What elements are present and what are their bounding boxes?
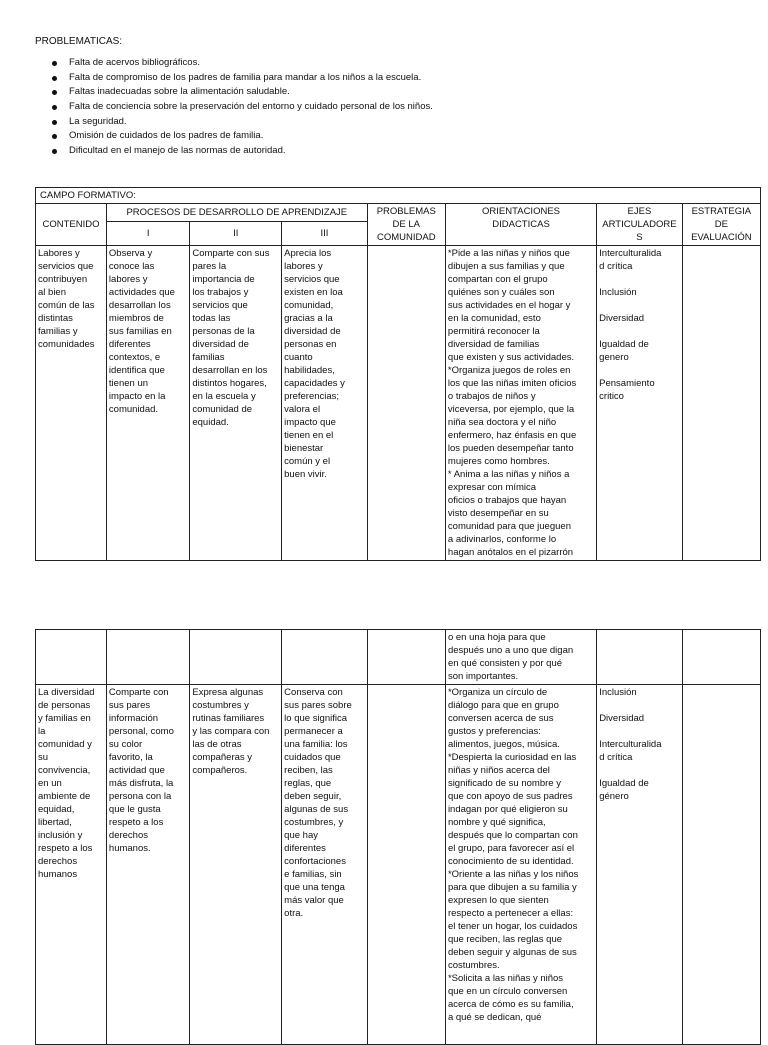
cell-estrategia (682, 246, 760, 561)
campo-formativo-label: CAMPO FORMATIVO: (36, 188, 761, 204)
cell-problemas (367, 630, 445, 685)
cell-estrategia (682, 630, 760, 685)
cell-orientaciones: *Pide a las niñas y niños que dibujen a sus familias y que compartan con el grupo quiénes son y cuáles son sus actividades en el hogar y en la comunidad, esto permitirá reconocer la diversidad de familias que existen y sus actividades. *Organiza juegos de roles en los que las niñas imiten oficios o trabajos de niños y viceversa, por ejemplo, que la niña sea doctora y el niño enfermero, haz énfasis en que los pueden desempeñar tanto mujeres como hombres. * Anima a las niñas y niños a expresar con mímica oficios o trabajos que hayan visto desempeñar en su comunidad para que jueguen a adivinarlos, conforme lo hagan anótalos en el pizarrón (445, 246, 596, 561)
cell-proceso-1 (106, 630, 189, 685)
bullet-icon (52, 120, 57, 125)
cell-proceso-2: Expresa algunas costumbres y rutinas familiares y las compara con las de otras compañeras y compañeros. (190, 685, 282, 1045)
list-item (50, 85, 433, 100)
header-proceso-3: III (282, 222, 368, 246)
cell-proceso-3 (282, 630, 368, 685)
cell-problemas (367, 685, 445, 1045)
cell-ejes: Interculturalida d crítica Inclusión Diversidad Igualdad de genero Pensamiento critico (597, 246, 683, 561)
header-procesos: PROCESOS DE DESARROLLO DE APRENDIZAJE (106, 204, 367, 222)
bullet-icon (52, 134, 57, 139)
cell-proceso-3: Aprecia los labores y servicios que existen en loa comunidad, gracias a la diversidad de personas en cuanto habilidades, capacidades y preferencias; valora el impacto que tienen en el bienestar común y el buen vivir. (282, 246, 368, 561)
bullet-icon (52, 105, 57, 110)
bullet-icon (52, 76, 57, 81)
problematicas-list (50, 56, 433, 159)
header-proceso-2: II (190, 222, 282, 246)
problematicas-heading: PROBLEMATICAS: (35, 36, 123, 47)
list-item (50, 56, 433, 71)
list-item-text: Omisión de cuidados de los padres de familia. (69, 130, 264, 142)
bullet-icon (52, 61, 57, 66)
list-item (50, 71, 433, 86)
list-item (50, 129, 433, 144)
cell-proceso-2: Comparte con sus pares la importancia de los trabajos y servicios que todas las personas de la diversidad de familias desarrollan en los distintos hogares, en la escuela y comunidad de equidad. (190, 246, 282, 561)
list-item-text: Falta de conciencia sobre la preservación del entorno y cuidado personal de los niños. (69, 101, 433, 113)
planning-table-1 (35, 187, 761, 561)
table-row (36, 685, 761, 1045)
cell-orientaciones: o en una hoja para que después uno a uno que digan en qué consisten y por qué son importantes. (445, 630, 596, 685)
bullet-icon (52, 90, 57, 95)
table-row (36, 630, 761, 685)
list-item (50, 144, 433, 159)
list-item-text: Faltas inadecuadas sobre la alimentación saludable. (69, 86, 290, 98)
bullet-icon (52, 149, 57, 154)
header-proceso-1: I (106, 222, 189, 246)
cell-proceso-3: Conserva con sus pares sobre lo que significa permanecer a una familia: los cuidados que reciben, las reglas, que deben seguir, algunas de sus costumbres, y que hay diferentes confortaciones e familias, sin que una tenga más valor que otra. (282, 685, 368, 1045)
list-item (50, 100, 433, 115)
cell-contenido (36, 630, 107, 685)
header-contenido: CONTENIDO (36, 204, 107, 246)
header-orientaciones: ORIENTACIONES DIDACTICAS (445, 204, 596, 246)
header-problemas: PROBLEMAS DE LA COMUNIDAD (367, 204, 445, 246)
list-item-text: Dificultad en el manejo de las normas de autoridad. (69, 145, 286, 157)
cell-estrategia (682, 685, 760, 1045)
cell-contenido: La diversidad de personas y familias en la comunidad y su convivencia, en un ambiente de equidad, libertad, inclusión y respeto a los derechos humanos (36, 685, 107, 1045)
list-item-text: La seguridad. (69, 115, 127, 127)
list-item-text: Falta de compromiso de los padres de familia para mandar a los niños a la escuela. (69, 71, 422, 83)
table-row (36, 246, 761, 561)
list-item-text: Falta de acervos bibliográficos. (69, 57, 200, 68)
cell-ejes (597, 630, 683, 685)
list-item (50, 115, 433, 130)
header-ejes: EJES ARTICULADORES (597, 204, 683, 246)
cell-proceso-1: Observa y conoce las labores y actividades que desarrollan los miembros de sus familias en diferentes contextos, e identifica que tienen un impacto en la comunidad. (106, 246, 189, 561)
cell-proceso-2 (190, 630, 282, 685)
cell-contenido: Labores y servicios que contribuyen al bien común de las distintas familias y comunidades (36, 246, 107, 561)
planning-table-2 (35, 629, 761, 1045)
cell-ejes: Inclusión Diversidad Interculturalida d crítica Igualdad de género (597, 685, 683, 1045)
cell-orientaciones: *Organiza un círculo de diálogo para que en grupo conversen acerca de sus gustos y preferencias: alimentos, juegos, música. *Despierta la curiosidad en las niñas y niños acerca del significado de su nombre y que con apoyo de sus padres indagan por qué eligieron su nombre y qué significa, después que lo compartan con el grupo, para favorecer así el conocimiento de su identidad. *Oriente a las niñas y los niños para que dibujen a su familia y expresen lo que sienten respecto a pertenecer a ellas: el tener un hogar, los cuidados que reciben, las reglas que deben seguir y algunas de sus costumbres. *Solicita a las niñas y niños que en un círculo conversen acerca de cómo es su familia, a qué se dedican, qué (445, 685, 596, 1045)
cell-problemas (367, 246, 445, 561)
cell-proceso-1: Comparte con sus pares información personal, como su color favorito, la actividad que más disfruta, la persona con la que le gusta respeto a los derechos humanos. (106, 685, 189, 1045)
header-estrategia: ESTRATEGIA DE EVALUACIÓN (682, 204, 760, 246)
